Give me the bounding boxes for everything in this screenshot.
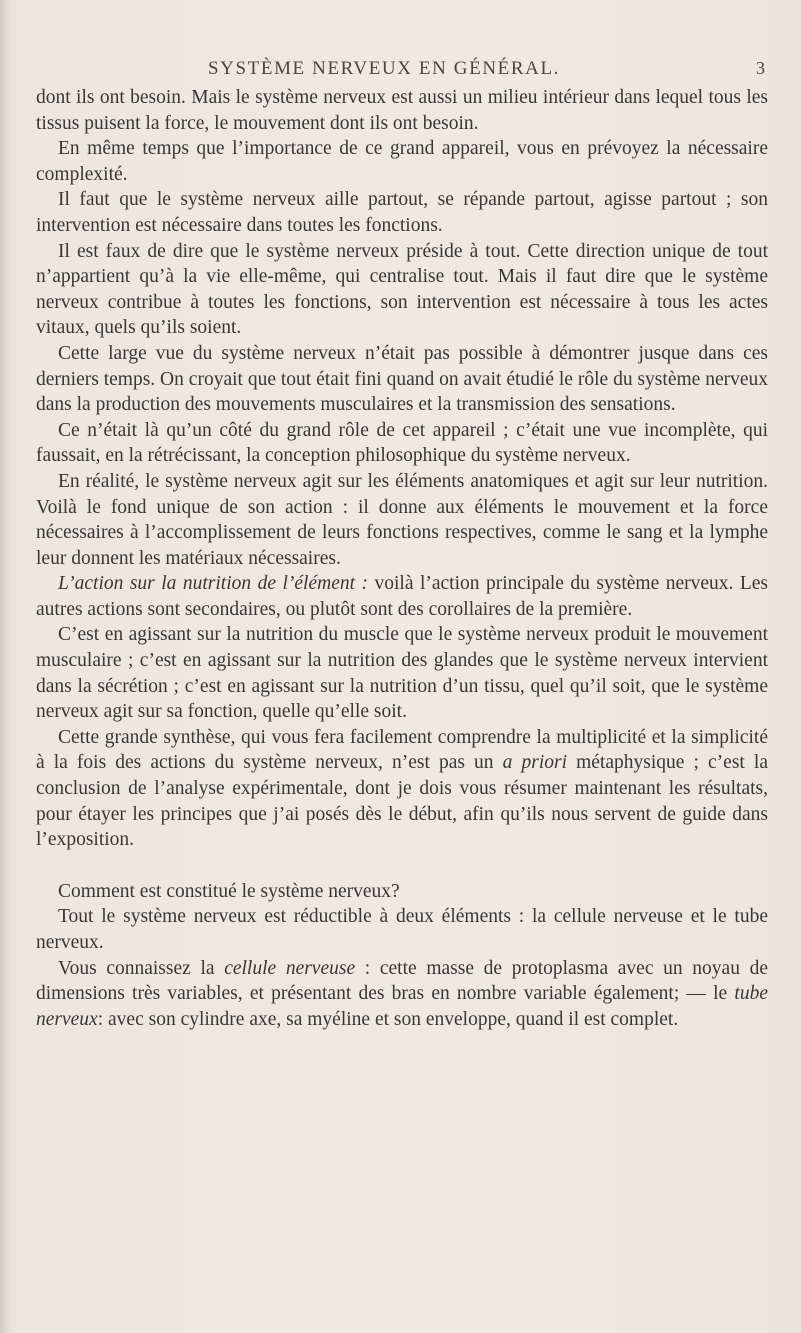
paragraph-definitions xyxy=(36,956,768,1033)
body-text xyxy=(36,85,768,1032)
page-number: 3 xyxy=(756,58,765,78)
paragraph: Il est faux de dire que le système nerveux préside à tout. Cette direction unique de tout n’appartient qu’à la vie elle-même, qui centralise tout. Mais il faut dire que le système nerveux contribue à toutes les fonctions, son intervention est nécessaire à tous les actes vitaux, quels qu’ils soient. xyxy=(36,240,768,339)
emphasis: L’action sur la nutrition de l’élément : xyxy=(58,573,369,595)
emphasis: tube nerveux xyxy=(36,983,768,1030)
paragraph: Il faut que le système nerveux aille partout, se répande partout, agisse partout ; son intervention est nécessaire dans toutes les fonctions. xyxy=(36,189,768,236)
paragraph-continuation: dont ils ont besoin. Mais le système nerveux est aussi un milieu intérieur dans lequel tous les tissus puisent la force, le mouvement dont ils ont besoin. xyxy=(36,87,768,134)
section-gap xyxy=(36,853,768,879)
paragraph-text: : cette masse de protoplasma avec un noyau de dimensions très variables, et présentant des bras en nombre variable également; — le xyxy=(36,957,769,1005)
paragraph-text: voilà l’action principale du système nerveux. Les autres actions sont secondaires, ou plutôt sont des corollaires de la première. xyxy=(36,573,769,620)
paragraph-synthese xyxy=(36,725,768,853)
paragraph-question: Comment est constitué le système nerveux? xyxy=(58,880,400,902)
page-header xyxy=(0,58,801,84)
paragraph-action xyxy=(36,571,768,622)
paragraph-text: Vous connaissez la xyxy=(58,957,225,979)
paragraph: C’est en agissant sur la nutrition du muscle que le système nerveux produit le mouvement musculaire ; c’est en agissant sur la nutrition des glandes que le système nerveux intervient dans la sécrétion ; c’est en agissant sur la nutrition d’un tissu, quel qu’il soit, que le système nerveux agit sur sa fonction, quelle qu’elle soit. xyxy=(36,624,768,723)
emphasis: cellule nerveuse xyxy=(224,957,356,979)
paragraph: Ce n’était là qu’un côté du grand rôle de cet appareil ; c’était une vue incomplète, qui faussait, en la rétrécissant, la conception philosophique du système nerveux. xyxy=(36,419,768,467)
paragraph: Cette large vue du système nerveux n’était pas possible à démontrer jusque dans ces derniers temps. On croyait que tout était fini quand on avait étudié le rôle du système nerveux dans la production des mouvements musculaires et la transmission des sensations. xyxy=(36,342,768,416)
emphasis: a priori xyxy=(502,752,568,774)
paragraph-text: Cette grande synthèse, qui vous fera facilement comprendre la multiplicité et la simplicité à la fois des actions du système nerveux, n’est pas un xyxy=(36,726,768,774)
running-title: SYSTÈME NERVEUX EN GÉNÉRAL. xyxy=(208,58,560,79)
paragraph-text: métaphysique ; c’est la conclusion de l’analyse expérimentale, dont je dois vous résumer maintenant les résultats, pour étayer les principes que j’ai posés dès le début, afin qu’ils nous servent de guide dans l’exposition. xyxy=(36,752,769,851)
paragraph: En réalité, le système nerveux agit sur les éléments anatomiques et agit sur leur nutrition. Voilà le fond unique de son action : il donne aux éléments le mouvement et la force nécessaires à l’accomplissement de leurs fonctions respectives, comme le sang et la lymphe leur donnent les matériaux nécessaires. xyxy=(36,470,768,569)
page-binding-edge xyxy=(0,0,10,1333)
paragraph-text: : avec son cylindre axe, sa myéline et son enveloppe, quand il est complet. xyxy=(97,1008,679,1030)
paragraph: Tout le système nerveux est réductible à deux éléments : la cellule nerveuse et le tube nerveux. xyxy=(36,906,768,953)
paragraph: En même temps que l’importance de ce grand appareil, vous en prévoyez la nécessaire complexité. xyxy=(36,138,768,185)
